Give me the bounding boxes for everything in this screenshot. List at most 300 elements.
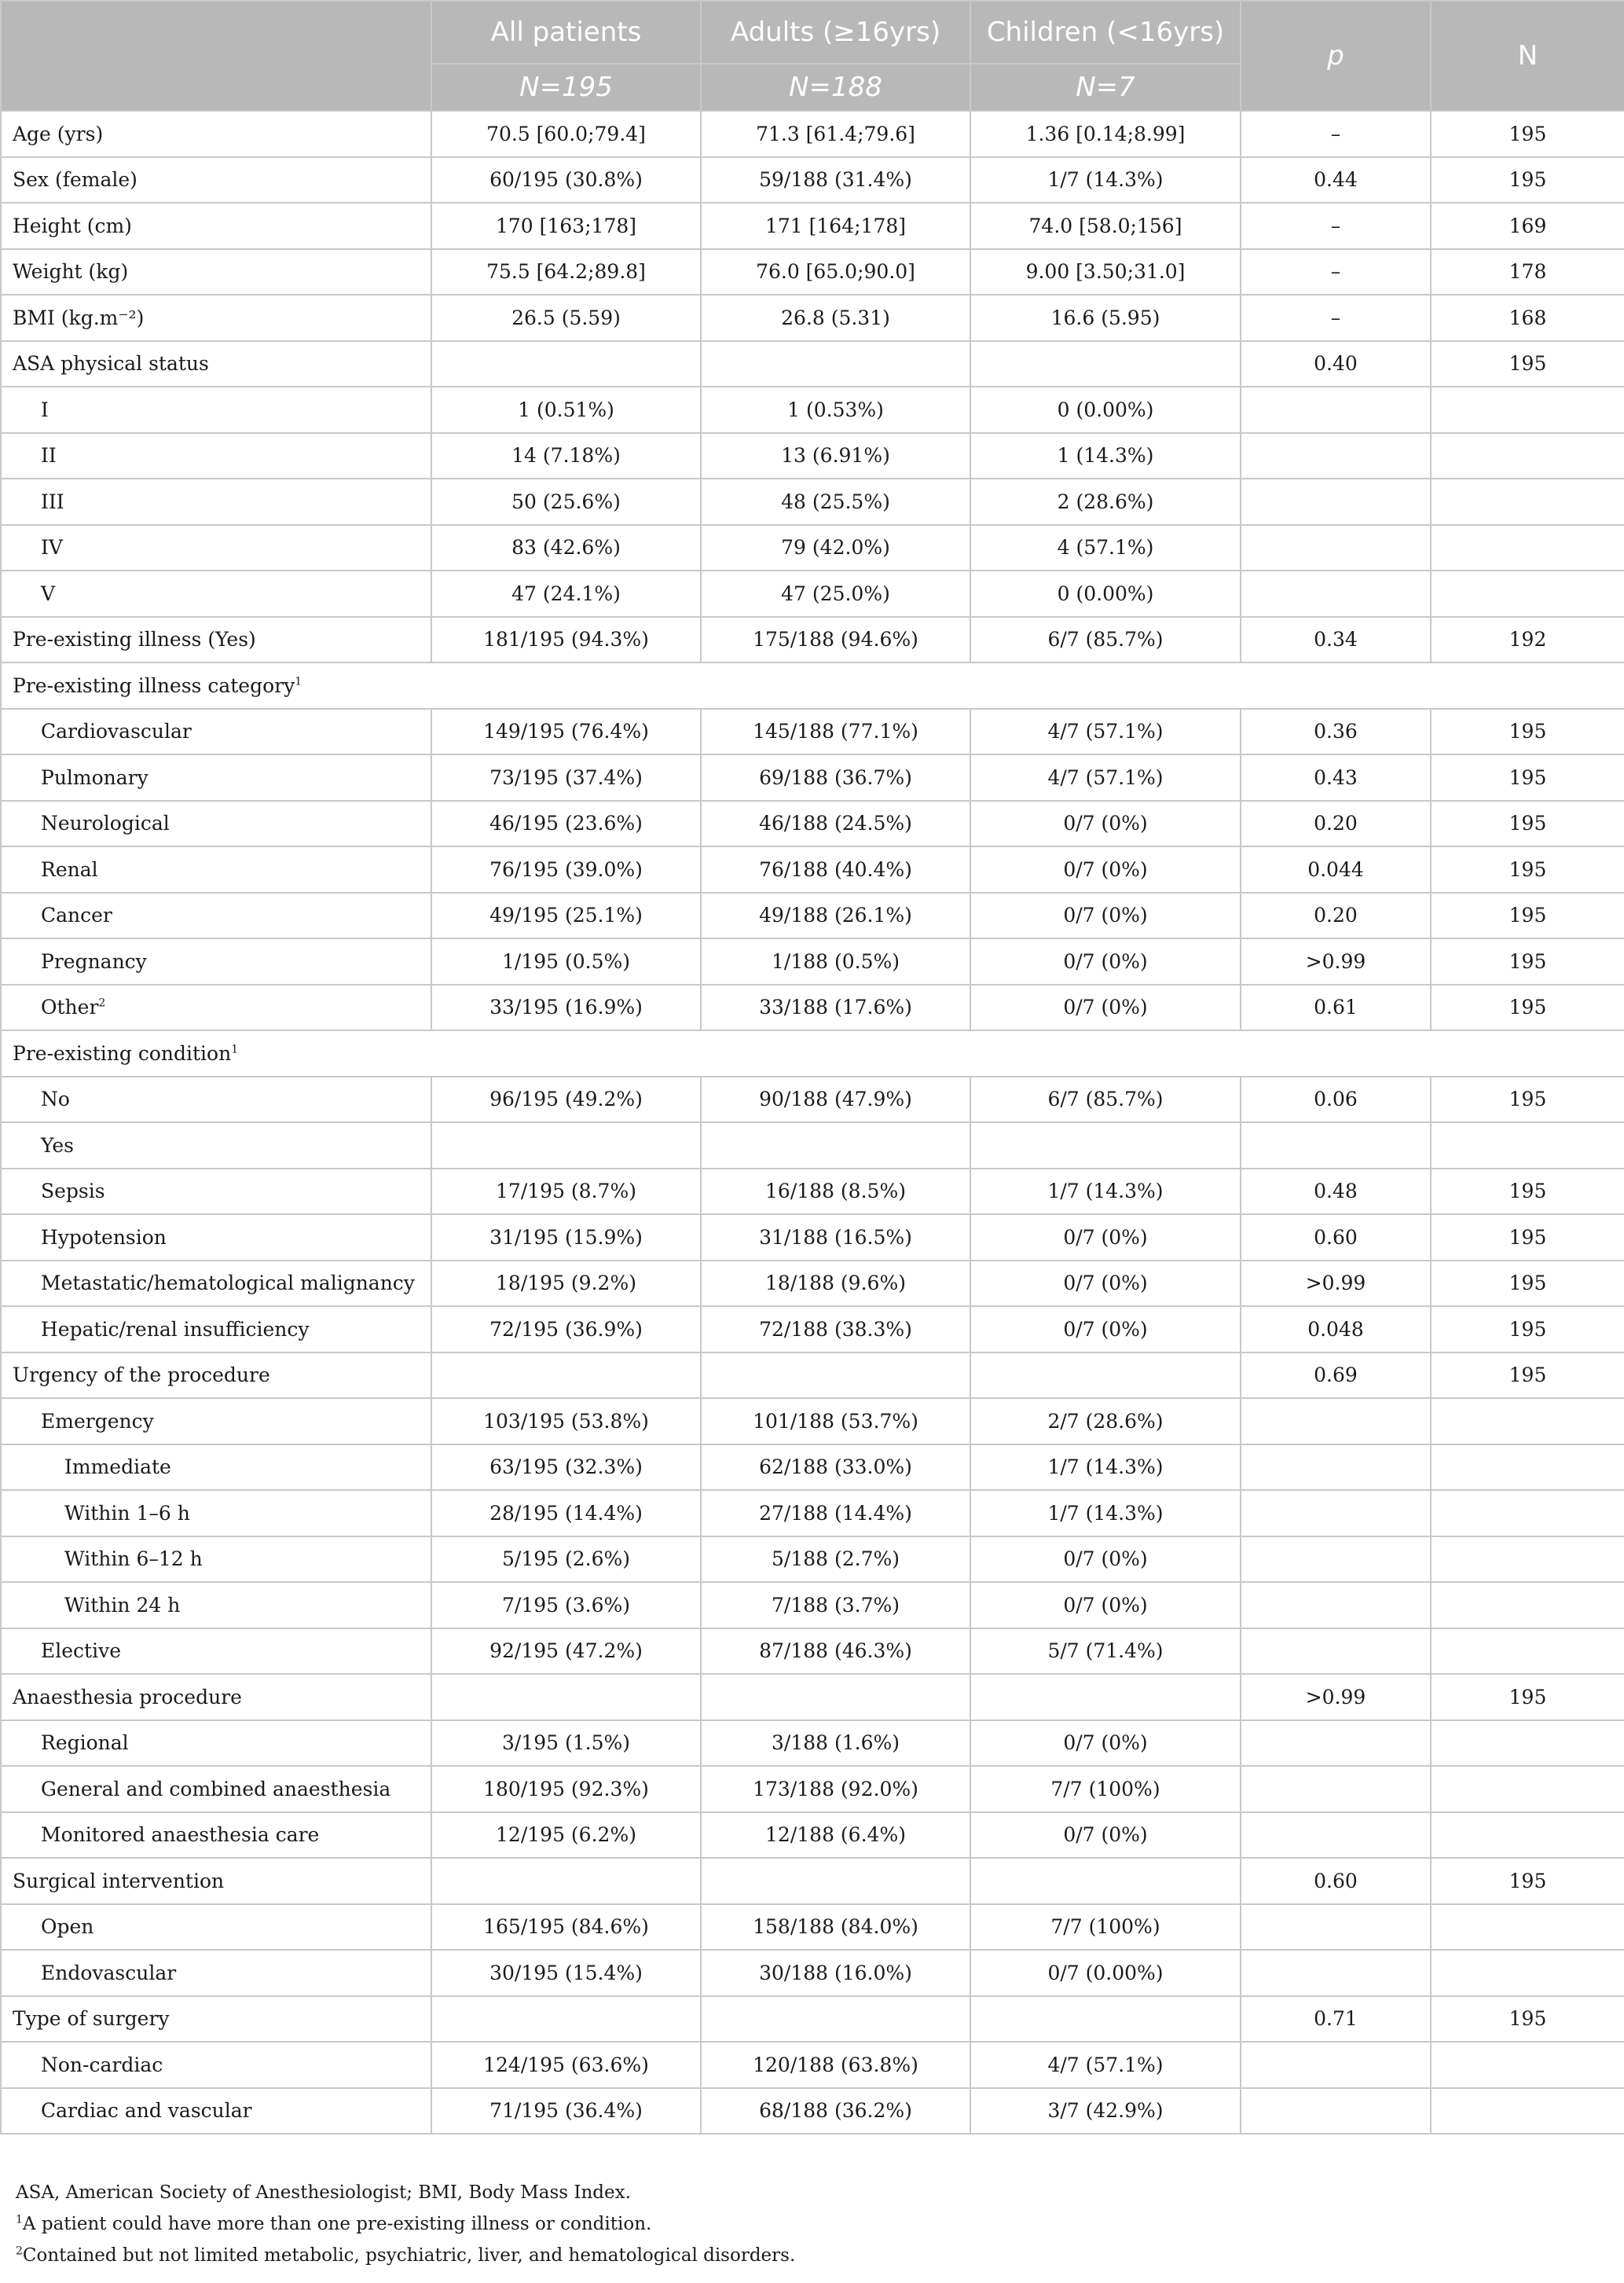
row-label-text: Hypotension xyxy=(41,1225,167,1249)
table-row xyxy=(1,1353,1624,1399)
row-label xyxy=(1,938,431,985)
cell-all-patients: 96/195 (49.2%) xyxy=(431,1077,701,1123)
footnote-2 xyxy=(16,2240,1603,2271)
cell-children: 1/7 (14.3%) xyxy=(970,157,1241,204)
cell-children xyxy=(970,1674,1241,1720)
footnote-abbreviations: ASA, American Society of Anesthesiologist; BMI, Body Mass Index. xyxy=(16,2182,631,2203)
cell-adults: 49/188 (26.1%) xyxy=(701,893,970,939)
table-row xyxy=(1,1582,1624,1628)
cell-p-value xyxy=(1241,1766,1431,1812)
row-label xyxy=(1,249,431,295)
cell-n: 195 xyxy=(1431,938,1624,985)
row-label-text: Sex (female) xyxy=(13,168,137,192)
table-row xyxy=(1,1536,1624,1583)
row-label-text: II xyxy=(41,444,57,468)
cell-all-patients: 12/195 (6.2%) xyxy=(431,1812,701,1859)
row-label-text: I xyxy=(41,398,49,421)
cell-n xyxy=(1431,1720,1624,1767)
cell-p-value: 0.43 xyxy=(1241,754,1431,801)
cell-all-patients: 70.5 [60.0;79.4] xyxy=(431,111,701,157)
cell-p-value: >0.99 xyxy=(1241,1674,1431,1720)
cell-p-value xyxy=(1241,2088,1431,2134)
row-label-text: Sepsis xyxy=(41,1180,105,1203)
row-label-text: Cancer xyxy=(41,904,112,927)
cell-p-value: 0.36 xyxy=(1241,709,1431,755)
cell-adults: 101/188 (53.7%) xyxy=(701,1398,970,1444)
cell-all-patients: 46/195 (23.6%) xyxy=(431,801,701,847)
cell-p-value xyxy=(1241,1398,1431,1444)
cell-adults: 76/188 (40.4%) xyxy=(701,846,970,893)
table-row xyxy=(1,1996,1624,2043)
cell-all-patients: 103/195 (53.8%) xyxy=(431,1398,701,1444)
cell-p-value: 0.34 xyxy=(1241,617,1431,663)
row-label-text: Within 24 h xyxy=(64,1593,181,1617)
table-row xyxy=(1,1720,1624,1767)
cell-children xyxy=(970,1353,1241,1399)
header-n: N xyxy=(1431,1,1624,111)
cell-n xyxy=(1431,1444,1624,1491)
cell-all-patients xyxy=(431,341,701,387)
cell-children: 1/7 (14.3%) xyxy=(970,1444,1241,1491)
cell-n: 195 xyxy=(1431,1169,1624,1215)
cell-all-patients: 47 (24.1%) xyxy=(431,571,701,617)
cell-children: 5/7 (71.4%) xyxy=(970,1628,1241,1675)
table-row xyxy=(1,525,1624,571)
cell-children: 6/7 (85.7%) xyxy=(970,617,1241,663)
table-row xyxy=(1,938,1624,985)
cell-adults: 31/188 (16.5%) xyxy=(701,1214,970,1261)
cell-adults: 47 (25.0%) xyxy=(701,571,970,617)
cell-p-value: – xyxy=(1241,295,1431,341)
row-label-text: Other xyxy=(41,996,99,1019)
cell-n xyxy=(1431,1582,1624,1628)
cell-p-value: 0.06 xyxy=(1241,1077,1431,1123)
cell-adults: 27/188 (14.4%) xyxy=(701,1490,970,1536)
row-label-text: Hepatic/renal insufficiency xyxy=(41,1317,310,1341)
row-label-text: Type of surgery xyxy=(13,2007,170,2031)
cell-children: 0/7 (0%) xyxy=(970,846,1241,893)
cell-adults: 13 (6.91%) xyxy=(701,433,970,479)
cell-n xyxy=(1431,433,1624,479)
row-label xyxy=(1,1858,431,1904)
cell-all-patients: 14 (7.18%) xyxy=(431,433,701,479)
table-row xyxy=(1,893,1624,939)
cell-all-patients xyxy=(431,1353,701,1399)
cell-adults: 1/188 (0.5%) xyxy=(701,938,970,985)
row-label-text: Surgical intervention xyxy=(13,1869,225,1892)
row-label xyxy=(1,433,431,479)
cell-p-value: 0.44 xyxy=(1241,157,1431,204)
row-label-text: BMI (kg.m⁻²) xyxy=(13,306,145,329)
cell-adults: 171 [164;178] xyxy=(701,203,970,249)
row-label-text: Anaesthesia procedure xyxy=(13,1685,242,1709)
row-label-text: Pregnancy xyxy=(41,949,147,973)
row-label xyxy=(1,893,431,939)
row-label xyxy=(1,754,431,801)
cell-adults: 30/188 (16.0%) xyxy=(701,1950,970,1996)
cell-p-value: 0.71 xyxy=(1241,1996,1431,2043)
cell-adults: 3/188 (1.6%) xyxy=(701,1720,970,1767)
cell-n: 195 xyxy=(1431,1077,1624,1123)
cell-adults: 175/188 (94.6%) xyxy=(701,617,970,663)
cell-all-patients: 83 (42.6%) xyxy=(431,525,701,571)
cell-all-patients: 63/195 (32.3%) xyxy=(431,1444,701,1491)
cell-children xyxy=(970,1122,1241,1169)
cell-adults: 16/188 (8.5%) xyxy=(701,1169,970,1215)
row-label-text: Pulmonary xyxy=(41,765,148,789)
cell-all-patients: 165/195 (84.6%) xyxy=(431,1904,701,1951)
cell-children: 1 (14.3%) xyxy=(970,433,1241,479)
cell-all-patients xyxy=(431,1674,701,1720)
row-label xyxy=(1,801,431,847)
cell-all-patients: 17/195 (8.7%) xyxy=(431,1169,701,1215)
row-label xyxy=(1,1030,1624,1077)
cell-n: 178 xyxy=(1431,249,1624,295)
row-label-text: Within 6–12 h xyxy=(64,1547,203,1571)
table-row xyxy=(1,754,1624,801)
header-n-children: N=7 xyxy=(970,64,1241,111)
row-label-text: Regional xyxy=(41,1731,129,1755)
table-row xyxy=(1,341,1624,387)
footnote-1-text: A patient could have more than one pre-existing illness or condition. xyxy=(22,2214,652,2234)
cell-adults: 158/188 (84.0%) xyxy=(701,1904,970,1951)
table-row xyxy=(1,479,1624,525)
cell-n: 195 xyxy=(1431,1214,1624,1261)
row-label xyxy=(1,1996,431,2043)
cell-n: 195 xyxy=(1431,111,1624,157)
row-label xyxy=(1,387,431,433)
cell-children xyxy=(970,1858,1241,1904)
cell-adults xyxy=(701,1996,970,2043)
cell-n xyxy=(1431,1490,1624,1536)
cell-n: 195 xyxy=(1431,801,1624,847)
header-children: Children (<16yrs) xyxy=(970,1,1241,64)
cell-adults xyxy=(701,1353,970,1399)
cell-all-patients: 181/195 (94.3%) xyxy=(431,617,701,663)
table-row xyxy=(1,709,1624,755)
row-label xyxy=(1,663,1624,709)
cell-adults: 87/188 (46.3%) xyxy=(701,1628,970,1675)
cell-adults: 46/188 (24.5%) xyxy=(701,801,970,847)
cell-all-patients: 149/195 (76.4%) xyxy=(431,709,701,755)
cell-adults: 72/188 (38.3%) xyxy=(701,1306,970,1353)
cell-children: 0/7 (0%) xyxy=(970,985,1241,1031)
row-label xyxy=(1,617,431,663)
header-n-adults: N=188 xyxy=(701,64,970,111)
row-label-text: Emergency xyxy=(41,1409,154,1433)
cell-adults: 71.3 [61.4;79.6] xyxy=(701,111,970,157)
cell-all-patients: 31/195 (15.9%) xyxy=(431,1214,701,1261)
table-row xyxy=(1,663,1624,709)
cell-children: 0/7 (0%) xyxy=(970,1812,1241,1859)
cell-n xyxy=(1431,479,1624,525)
cell-adults xyxy=(701,341,970,387)
row-label-text: Renal xyxy=(41,857,98,881)
cell-children: 2 (28.6%) xyxy=(970,479,1241,525)
cell-children: 9.00 [3.50;31.0] xyxy=(970,249,1241,295)
cell-n: 195 xyxy=(1431,1858,1624,1904)
cell-all-patients: 50 (25.6%) xyxy=(431,479,701,525)
cell-p-value: – xyxy=(1241,111,1431,157)
cell-p-value xyxy=(1241,433,1431,479)
cell-n: 169 xyxy=(1431,203,1624,249)
cell-p-value: – xyxy=(1241,249,1431,295)
row-label xyxy=(1,571,431,617)
cell-n xyxy=(1431,2088,1624,2134)
cell-all-patients: 73/195 (37.4%) xyxy=(431,754,701,801)
cell-adults xyxy=(701,1122,970,1169)
cell-adults: 12/188 (6.4%) xyxy=(701,1812,970,1859)
table-row xyxy=(1,1950,1624,1996)
cell-all-patients: 28/195 (14.4%) xyxy=(431,1490,701,1536)
footnote-2-text: Contained but not limited metabolic, psychiatric, liver, and hematological disorders. xyxy=(22,2245,796,2266)
row-label xyxy=(1,1536,431,1583)
cell-all-patients xyxy=(431,1122,701,1169)
cell-p-value xyxy=(1241,1812,1431,1859)
header-adults: Adults (≥16yrs) xyxy=(701,1,970,64)
cell-n xyxy=(1431,1766,1624,1812)
row-label-text: Open xyxy=(41,1915,94,1939)
row-label xyxy=(1,709,431,755)
row-label xyxy=(1,2088,431,2134)
row-label xyxy=(1,2042,431,2088)
cell-all-patients: 170 [163;178] xyxy=(431,203,701,249)
cell-adults: 62/188 (33.0%) xyxy=(701,1444,970,1491)
cell-n xyxy=(1431,1812,1624,1859)
row-label xyxy=(1,1812,431,1859)
header-p: p xyxy=(1241,1,1431,111)
table-row xyxy=(1,1261,1624,1307)
cell-all-patients: 3/195 (1.5%) xyxy=(431,1720,701,1767)
cell-n: 195 xyxy=(1431,754,1624,801)
footnote-2-marker: 2 xyxy=(16,2244,23,2258)
cell-p-value xyxy=(1241,1490,1431,1536)
row-label xyxy=(1,1353,431,1399)
cell-n: 195 xyxy=(1431,846,1624,893)
row-label xyxy=(1,1306,431,1353)
cell-n xyxy=(1431,2042,1624,2088)
cell-all-patients xyxy=(431,1996,701,2043)
table-row xyxy=(1,1030,1624,1077)
row-label-text: Pre-existing illness (Yes) xyxy=(13,628,256,651)
cell-all-patients: 76/195 (39.0%) xyxy=(431,846,701,893)
cell-n xyxy=(1431,1536,1624,1583)
row-label-text: Neurological xyxy=(41,812,170,835)
cell-children: 0/7 (0%) xyxy=(970,1261,1241,1307)
cell-children: 0 (0.00%) xyxy=(970,571,1241,617)
table-row xyxy=(1,846,1624,893)
row-label-text: Urgency of the procedure xyxy=(13,1364,270,1387)
cell-adults: 48 (25.5%) xyxy=(701,479,970,525)
row-label xyxy=(1,1904,431,1951)
row-label-text: Endovascular xyxy=(41,1961,177,1984)
table-row xyxy=(1,111,1624,157)
cell-p-value xyxy=(1241,1582,1431,1628)
cell-children: 0/7 (0%) xyxy=(970,1306,1241,1353)
cell-p-value: 0.69 xyxy=(1241,1353,1431,1399)
cell-children: 0/7 (0%) xyxy=(970,938,1241,985)
cell-adults: 59/188 (31.4%) xyxy=(701,157,970,204)
row-label xyxy=(1,1169,431,1215)
cell-p-value xyxy=(1241,387,1431,433)
cell-n: 195 xyxy=(1431,1306,1624,1353)
table-row xyxy=(1,157,1624,204)
cell-p-value: 0.61 xyxy=(1241,985,1431,1031)
cell-children: 1.36 [0.14;8.99] xyxy=(970,111,1241,157)
row-label-text: Immediate xyxy=(64,1455,171,1479)
footnote-marker: 1 xyxy=(231,1043,239,1056)
table-row xyxy=(1,2042,1624,2088)
footnote-1-marker: 1 xyxy=(16,2213,23,2226)
row-label xyxy=(1,479,431,525)
cell-children: 0 (0.00%) xyxy=(970,387,1241,433)
row-label xyxy=(1,203,431,249)
row-label-text: Yes xyxy=(41,1133,74,1157)
cell-p-value xyxy=(1241,525,1431,571)
cell-all-patients: 30/195 (15.4%) xyxy=(431,1950,701,1996)
footnote-1 xyxy=(16,2208,1603,2240)
cell-all-patients: 124/195 (63.6%) xyxy=(431,2042,701,2088)
row-label xyxy=(1,1628,431,1675)
row-label-text: Height (cm) xyxy=(13,214,132,237)
cell-n xyxy=(1431,387,1624,433)
cell-children: 0/7 (0%) xyxy=(970,1536,1241,1583)
row-label xyxy=(1,1950,431,1996)
row-label-text: IV xyxy=(41,536,63,560)
cell-adults: 1 (0.53%) xyxy=(701,387,970,433)
cell-all-patients: 71/195 (36.4%) xyxy=(431,2088,701,2134)
cell-p-value xyxy=(1241,1904,1431,1951)
cell-n xyxy=(1431,1904,1624,1951)
cell-n: 195 xyxy=(1431,341,1624,387)
cell-adults: 18/188 (9.6%) xyxy=(701,1261,970,1307)
cell-p-value xyxy=(1241,479,1431,525)
cell-p-value: >0.99 xyxy=(1241,938,1431,985)
cell-adults: 69/188 (36.7%) xyxy=(701,754,970,801)
row-label xyxy=(1,985,431,1031)
row-label xyxy=(1,1582,431,1628)
cell-p-value xyxy=(1241,1444,1431,1491)
cell-n: 195 xyxy=(1431,157,1624,204)
cell-children: 3/7 (42.9%) xyxy=(970,2088,1241,2134)
cell-n xyxy=(1431,1122,1624,1169)
cell-children: 4/7 (57.1%) xyxy=(970,2042,1241,2088)
cell-p-value: 0.048 xyxy=(1241,1306,1431,1353)
cell-n xyxy=(1431,1950,1624,1996)
cell-p-value xyxy=(1241,2042,1431,2088)
cell-n: 192 xyxy=(1431,617,1624,663)
table-footnotes xyxy=(16,2177,1603,2271)
cell-n: 195 xyxy=(1431,985,1624,1031)
table-row xyxy=(1,433,1624,479)
cell-children: 0/7 (0%) xyxy=(970,1582,1241,1628)
table-header xyxy=(1,1,1624,111)
row-label xyxy=(1,1214,431,1261)
cell-adults: 76.0 [65.0;90.0] xyxy=(701,249,970,295)
cell-p-value xyxy=(1241,1122,1431,1169)
cell-n: 195 xyxy=(1431,1261,1624,1307)
row-label-text: Weight (kg) xyxy=(13,260,129,284)
cell-adults: 7/188 (3.7%) xyxy=(701,1582,970,1628)
cell-children: 0/7 (0%) xyxy=(970,1720,1241,1767)
footnote-marker: 2 xyxy=(98,997,106,1010)
row-label xyxy=(1,1490,431,1536)
row-label xyxy=(1,846,431,893)
cell-p-value: 0.60 xyxy=(1241,1214,1431,1261)
cell-p-value: 0.48 xyxy=(1241,1169,1431,1215)
cell-children: 7/7 (100%) xyxy=(970,1766,1241,1812)
cell-all-patients: 72/195 (36.9%) xyxy=(431,1306,701,1353)
cell-p-value: – xyxy=(1241,203,1431,249)
cell-n: 195 xyxy=(1431,1353,1624,1399)
row-label-text: Elective xyxy=(41,1639,122,1663)
cell-p-value: 0.044 xyxy=(1241,846,1431,893)
row-label xyxy=(1,157,431,204)
table-row xyxy=(1,1812,1624,1859)
cell-all-patients: 33/195 (16.9%) xyxy=(431,985,701,1031)
table-row xyxy=(1,1904,1624,1951)
table-row xyxy=(1,1398,1624,1444)
cell-p-value xyxy=(1241,571,1431,617)
cell-p-value: >0.99 xyxy=(1241,1261,1431,1307)
table-row xyxy=(1,1077,1624,1123)
table-row xyxy=(1,1169,1624,1215)
cell-adults: 33/188 (17.6%) xyxy=(701,985,970,1031)
cell-all-patients: 1 (0.51%) xyxy=(431,387,701,433)
cell-children: 6/7 (85.7%) xyxy=(970,1077,1241,1123)
header-label-spacer xyxy=(1,1,431,111)
row-label xyxy=(1,1122,431,1169)
cell-all-patients: 180/195 (92.3%) xyxy=(431,1766,701,1812)
row-label xyxy=(1,1720,431,1767)
header-all-patients: All patients xyxy=(431,1,701,64)
cell-children: 16.6 (5.95) xyxy=(970,295,1241,341)
table-row xyxy=(1,203,1624,249)
table-row xyxy=(1,571,1624,617)
cell-all-patients: 60/195 (30.8%) xyxy=(431,157,701,204)
cell-children xyxy=(970,1996,1241,2043)
table-row xyxy=(1,2088,1624,2134)
row-label xyxy=(1,1398,431,1444)
cell-adults: 120/188 (63.8%) xyxy=(701,2042,970,2088)
cell-adults: 145/188 (77.1%) xyxy=(701,709,970,755)
table-row xyxy=(1,1306,1624,1353)
cell-all-patients: 18/195 (9.2%) xyxy=(431,1261,701,1307)
row-label xyxy=(1,1766,431,1812)
table-row xyxy=(1,617,1624,663)
cell-p-value xyxy=(1241,1720,1431,1767)
row-label xyxy=(1,1261,431,1307)
row-label-text: ASA physical status xyxy=(13,352,209,376)
cell-n xyxy=(1431,1628,1624,1675)
cell-all-patients: 7/195 (3.6%) xyxy=(431,1582,701,1628)
row-label-text: Age (yrs) xyxy=(13,122,104,145)
cell-adults: 68/188 (36.2%) xyxy=(701,2088,970,2134)
table-row xyxy=(1,1858,1624,1904)
table-row xyxy=(1,1214,1624,1261)
row-label-text: Within 1–6 h xyxy=(64,1501,190,1525)
cell-adults: 79 (42.0%) xyxy=(701,525,970,571)
cell-n xyxy=(1431,1398,1624,1444)
header-n-all: N=195 xyxy=(431,64,701,111)
table-body xyxy=(1,111,1624,2134)
row-label-text: III xyxy=(41,490,64,513)
footnote-marker: 1 xyxy=(295,675,302,688)
table-row xyxy=(1,1444,1624,1491)
row-label xyxy=(1,1077,431,1123)
cell-p-value xyxy=(1241,1628,1431,1675)
row-label-text: Cardiovascular xyxy=(41,720,192,743)
